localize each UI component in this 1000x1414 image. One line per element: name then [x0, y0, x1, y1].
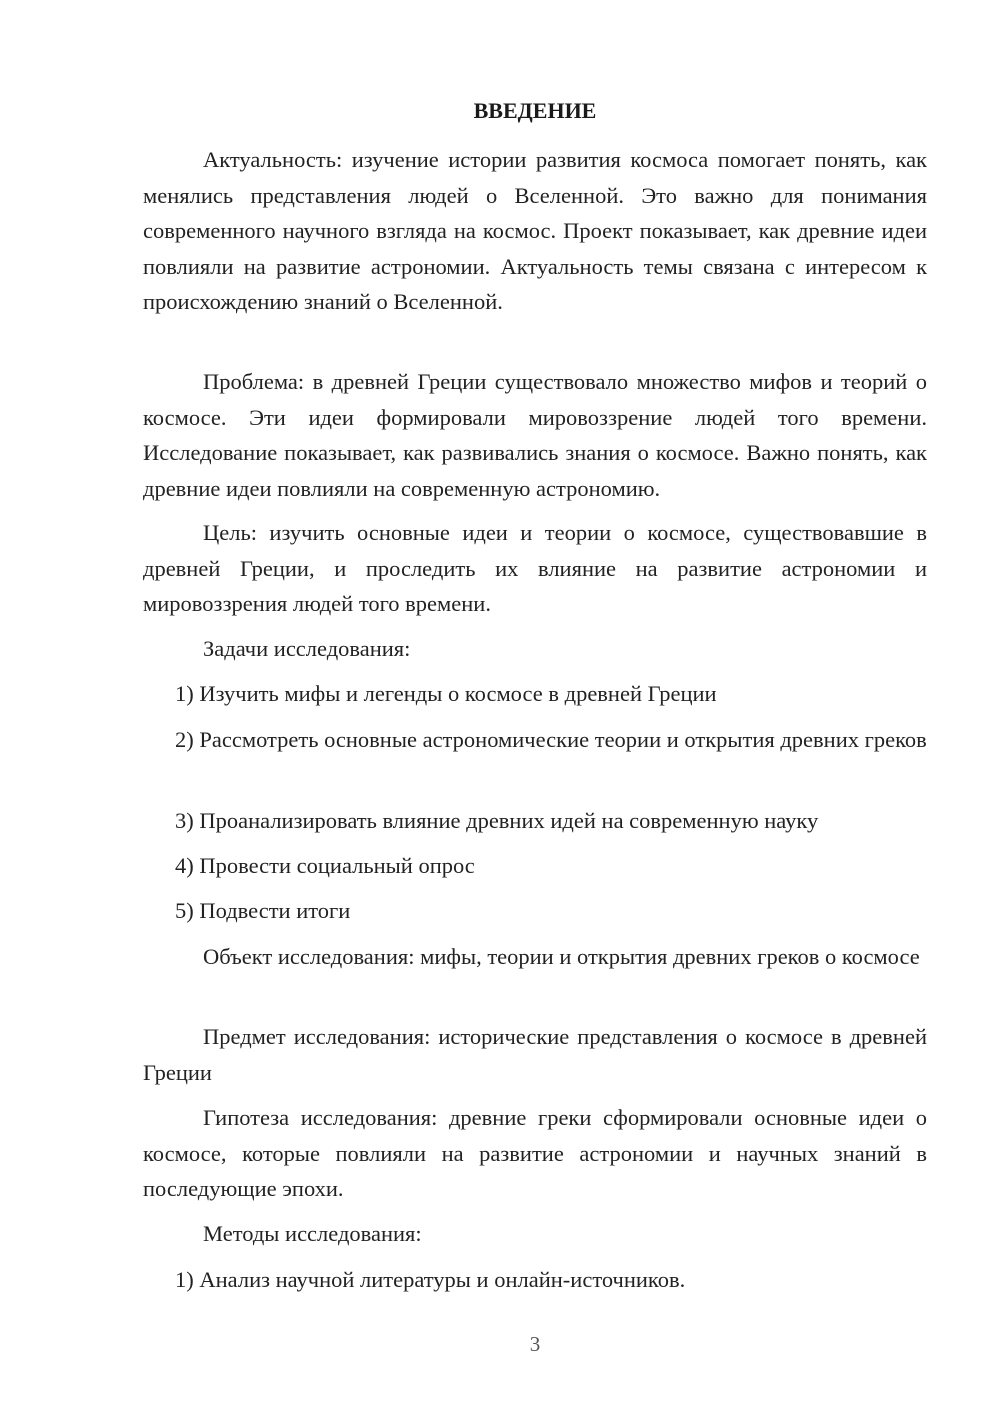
task-item-2: 2) Рассмотреть основные астрономические теории и открытия древних греков	[175, 727, 927, 752]
subject-paragraph: Предмет исследования: исторические представления о космосе в древней Греции	[143, 1024, 927, 1085]
task-item-3: 3) Проанализировать влияние древних идей на современную науку	[175, 808, 819, 833]
problem-paragraph: Проблема: в древней Греции существовало множество мифов и теорий о космосе. Эти идеи формировали мировоззрение людей того времени. Исследование показывает, как развивались знания о космосе. Важно понять, как древние идеи повлияли на современную астрономию.	[143, 369, 927, 501]
document-page	[143, 0, 927, 1414]
method-item-1: 1) Анализ научной литературы и онлайн-источников.	[175, 1267, 686, 1292]
task-item-4: 4) Провести социальный опрос	[175, 853, 475, 878]
task-item-5: 5) Подвести итоги	[175, 898, 351, 923]
goal-paragraph: Цель: изучить основные идеи и теории о космосе, существовавшие в древней Греции, и проследить их влияние на развитие астрономии и мировоззрения людей того времени.	[143, 520, 927, 616]
tasks-heading: Задачи исследования:	[203, 636, 411, 661]
page-number: 3	[529, 1332, 541, 1356]
methods-heading: Методы исследования:	[203, 1221, 422, 1246]
relevance-paragraph: Актуальность: изучение истории развития космоса помогает понять, как менялись представления людей о Вселенной. Это важно для понимания современного научного взгляда на космос. Проект показывает, как древние идеи повлияли на развитие астрономии. Актуальность темы связана с интересом к происхождению знаний о Вселенной.	[143, 147, 927, 314]
object-paragraph: Объект исследования: мифы, теории и открытия древних греков о космосе	[203, 944, 920, 969]
task-item-1: 1) Изучить мифы и легенды о космосе в древней Греции	[175, 681, 717, 706]
hypothesis-paragraph: Гипотеза исследования: древние греки сформировали основные идеи о космосе, которые повлияли на развитие астрономии и научных знаний в последующие эпохи.	[143, 1105, 927, 1201]
page-title: ВВЕДЕНИЕ	[473, 98, 597, 123]
